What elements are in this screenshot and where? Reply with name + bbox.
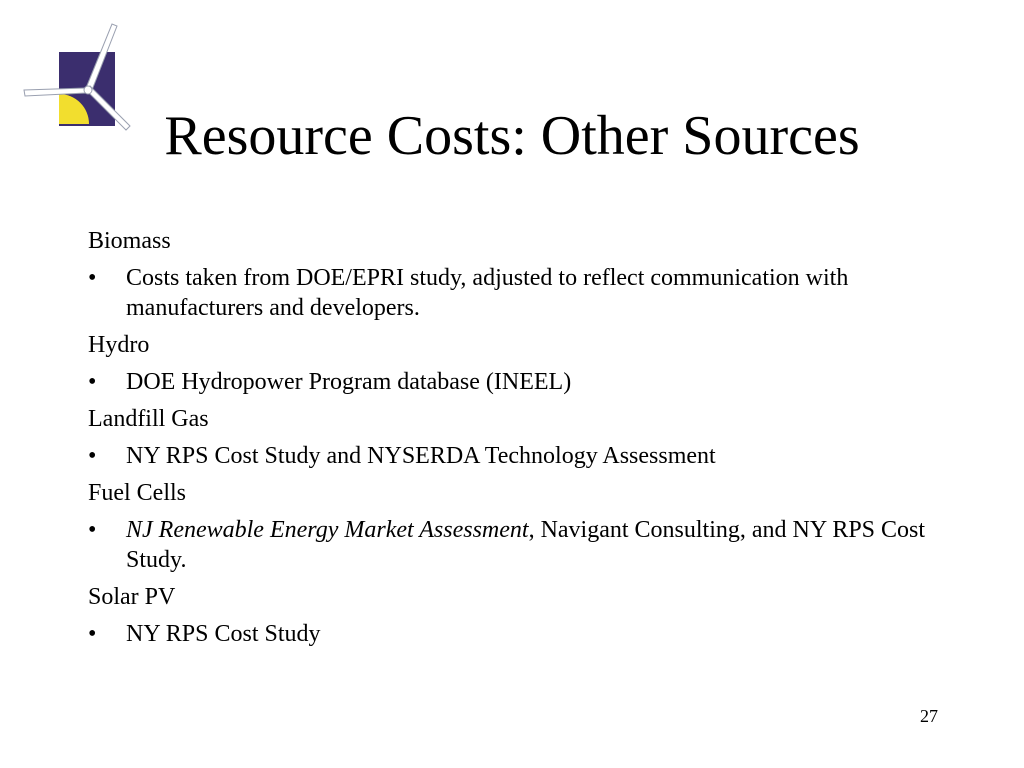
- section-hydro: [88, 330, 948, 397]
- bullet-text: [126, 265, 848, 321]
- slide-content: [88, 226, 948, 656]
- bullet-text-part: Costs taken from DOE/EPRI study, adjusted to reflect communication with manufacturers and developers.: [126, 265, 849, 321]
- bullet-text: [126, 369, 571, 395]
- bullet-item: [88, 619, 948, 649]
- bullet-item: [88, 367, 948, 397]
- bullet-text-italic: NJ Renewable Energy Market Assessment: [126, 517, 529, 543]
- bullet-item: [88, 441, 948, 471]
- bullet-glyph: •: [88, 517, 97, 543]
- bullet-item: [88, 515, 948, 575]
- bullet-text-part: , Navigant Consulting, and NY RPS Cost Study.: [126, 517, 926, 573]
- section-heading: Landfill Gas: [88, 406, 209, 432]
- bullet-text-part: DOE Hydropower Program database (INEEL): [126, 369, 572, 395]
- bullet-text: [126, 517, 925, 573]
- section-biomass: [88, 226, 948, 323]
- bullet-text-part: NY RPS Cost Study: [126, 621, 321, 647]
- bullet-text: [126, 443, 716, 469]
- section-fuel-cells: [88, 478, 948, 575]
- bullet-glyph: •: [88, 443, 97, 469]
- bullet-text-part: NY RPS Cost Study and NYSERDA Technology Assessment: [126, 443, 716, 469]
- section-heading: Hydro: [88, 332, 150, 358]
- section-solar-pv: [88, 582, 948, 649]
- section-heading: Fuel Cells: [88, 480, 187, 506]
- bullet-item: [88, 263, 948, 323]
- bullet-glyph: •: [88, 265, 97, 291]
- section-landfill-gas: [88, 404, 948, 471]
- section-heading: Biomass: [88, 228, 171, 254]
- bullet-text: [126, 621, 321, 647]
- bullet-glyph: •: [88, 621, 97, 647]
- page-number: 27: [920, 706, 938, 726]
- bullet-glyph: •: [88, 369, 97, 395]
- slide-title: Resource Costs: Other Sources: [164, 105, 860, 167]
- section-heading: Solar PV: [88, 584, 176, 610]
- turbine-hub: [84, 86, 92, 94]
